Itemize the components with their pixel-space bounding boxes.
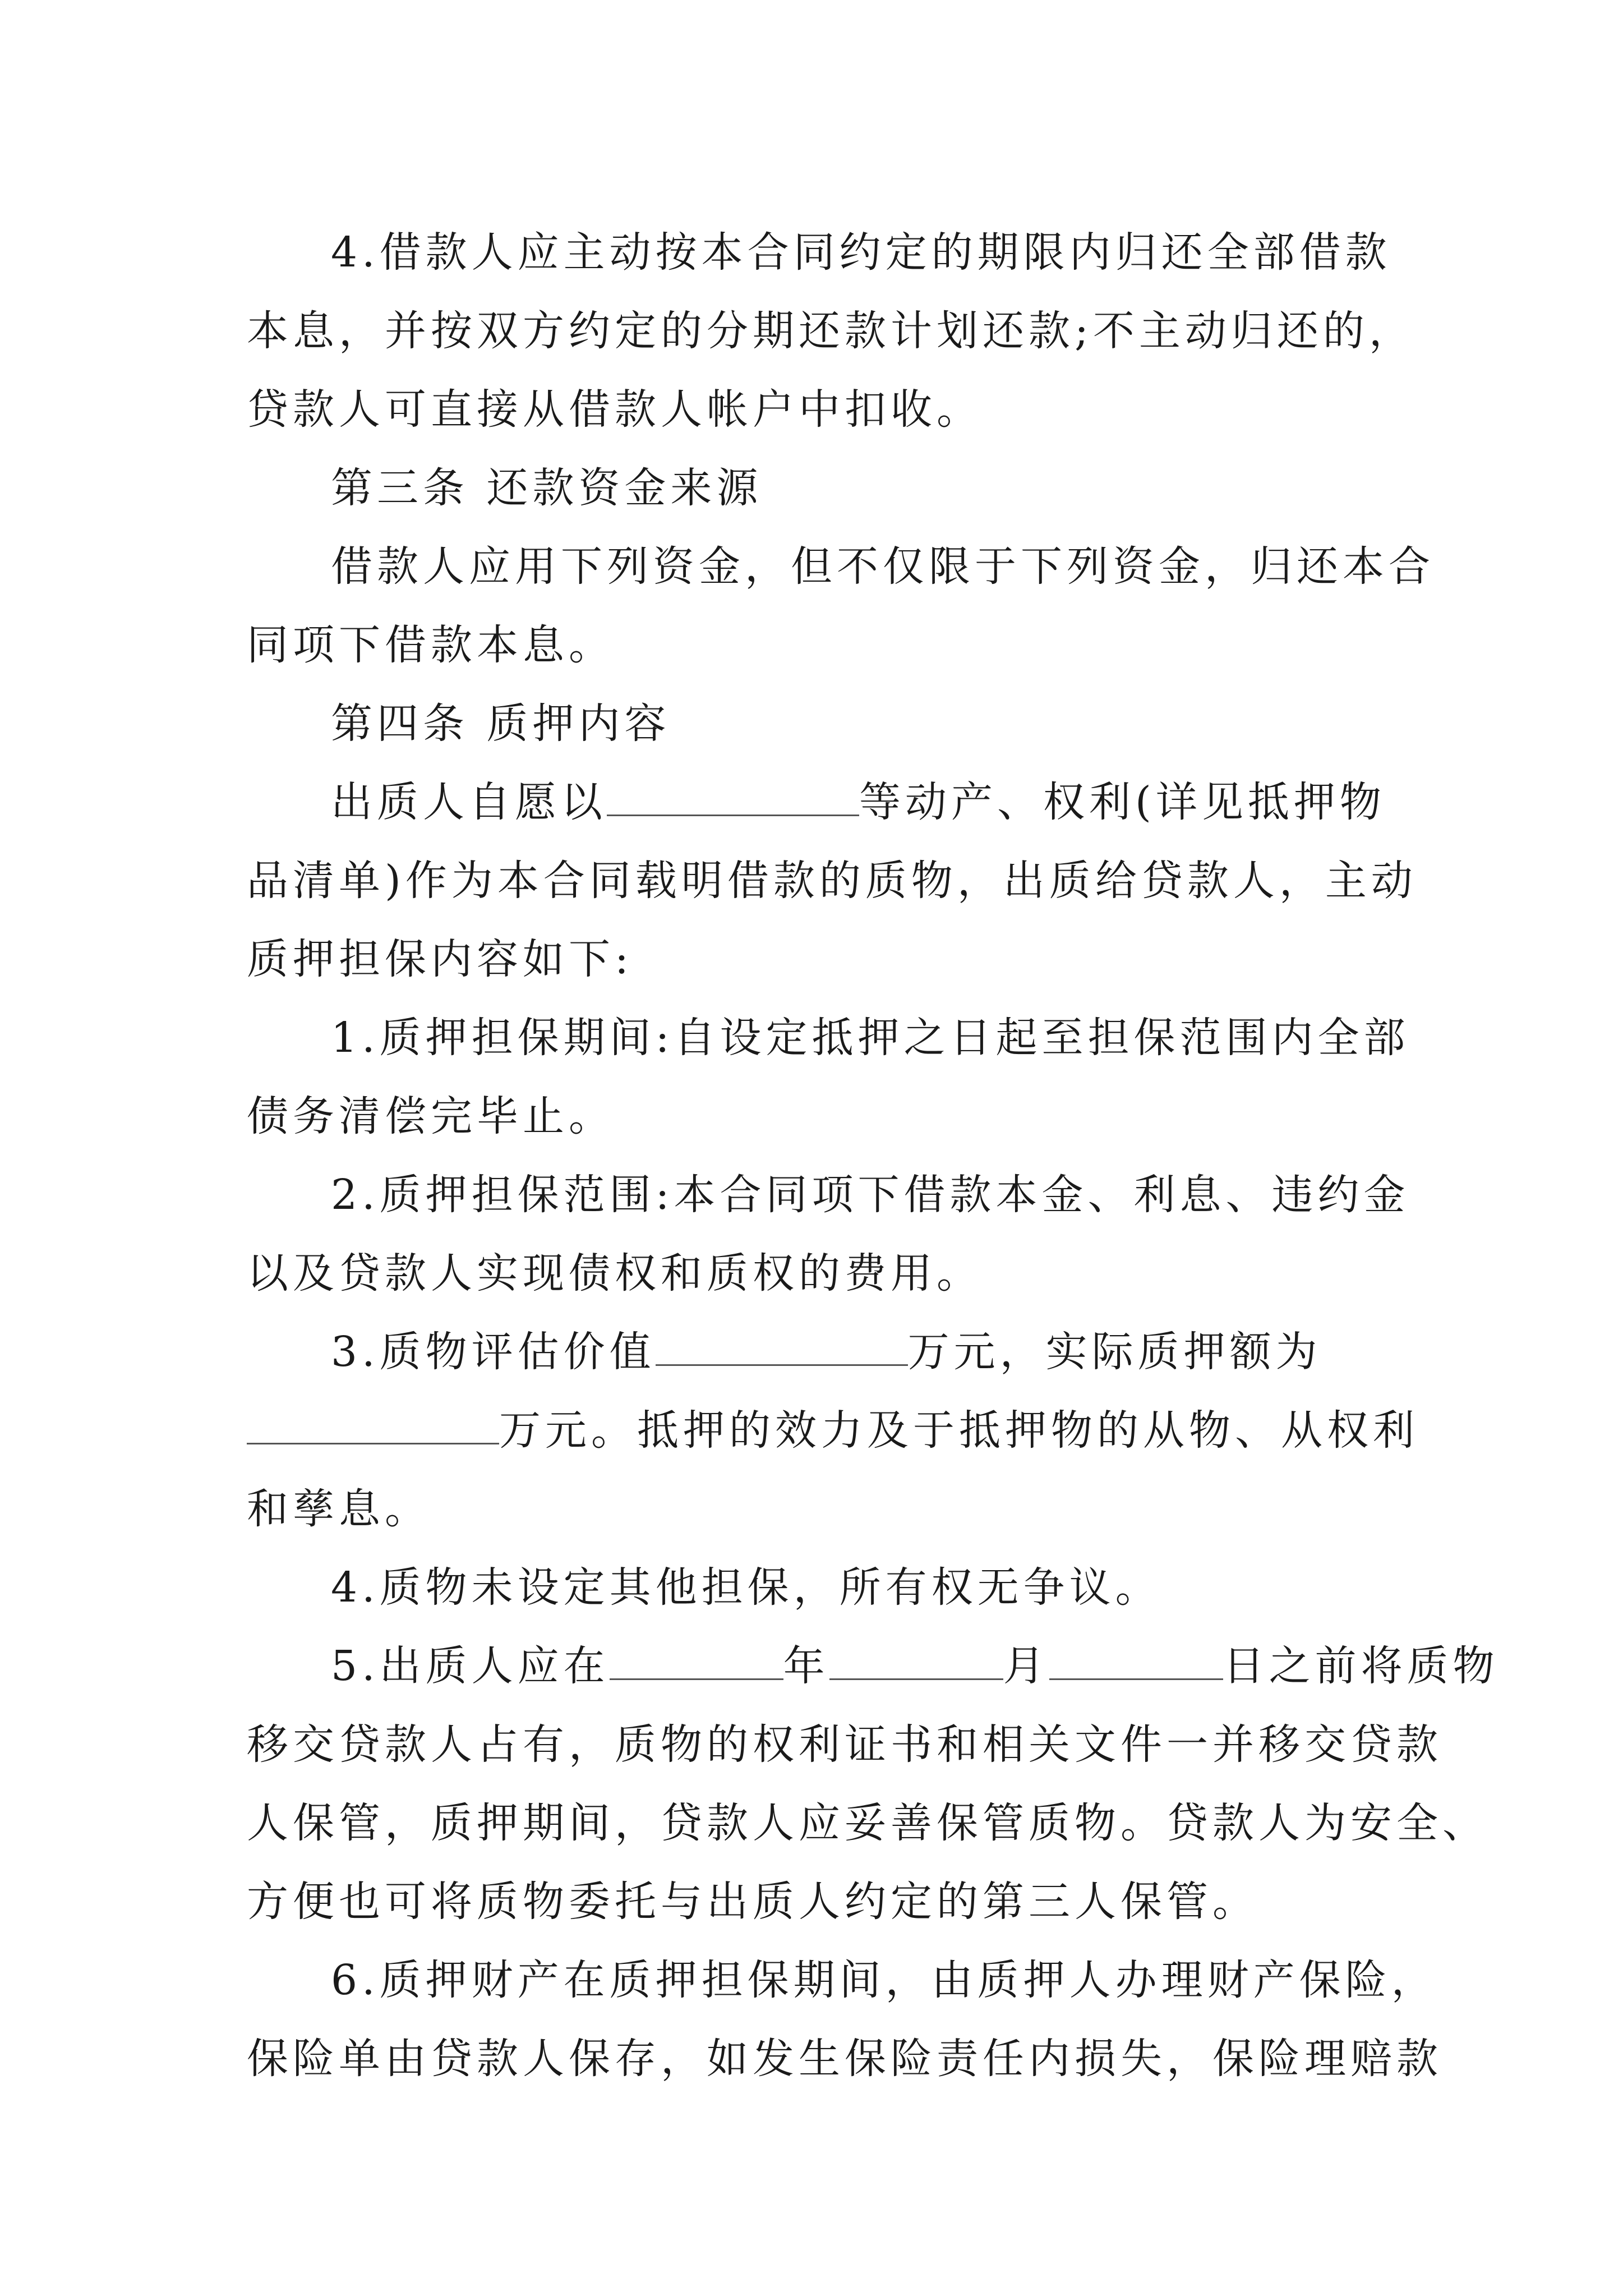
- paragraph-line: 品清单)作为本合同载明借款的质物，出质给贷款人，主动: [247, 857, 1417, 905]
- paragraph-line: 贷款人可直接从借款人帐户中扣收。: [247, 385, 983, 434]
- paragraph-line: [247, 1391, 1419, 1470]
- text-fragment: 年: [783, 1642, 829, 1690]
- paragraph-line: 借款人应用下列资金，但不仅限于下列资金，归还本合: [331, 542, 1435, 591]
- article-heading: 第三条 还款资金来源: [331, 464, 763, 512]
- blank-field-day[interactable]: [1049, 1642, 1223, 1680]
- paragraph-line: 本息，并按双方约定的分期还款计划还款;不主动归还的，: [247, 307, 1415, 355]
- paragraph-line: 质押担保内容如下:: [247, 935, 633, 983]
- paragraph-line: [247, 763, 1385, 841]
- paragraph-line: 4.质物未设定其他担保，所有权无争议。: [331, 1563, 1161, 1612]
- paragraph-line: 人保管，质押期间，贷款人应妥善保管质物。贷款人为安全、: [247, 1799, 1488, 1847]
- paragraph-line: 同项下借款本息。: [247, 621, 615, 669]
- paragraph-line: 1.质押担保期间:自设定抵押之日起至担保范围内全部: [331, 1014, 1410, 1062]
- blank-field[interactable]: [656, 1328, 908, 1366]
- text-fragment: 出质人自愿以: [331, 778, 607, 826]
- text-fragment: 万元。抵押的效力及于抵押物的从物、从权利: [499, 1406, 1419, 1455]
- paragraph-line: 4.借款人应主动按本合同约定的期限内归还全部借款: [331, 228, 1391, 277]
- text-fragment: 5.出质人应在: [331, 1642, 610, 1690]
- document-page: [247, 213, 1499, 2098]
- blank-field-year[interactable]: [610, 1642, 783, 1680]
- paragraph-line: 保险单由贷款人保存，如发生保险责任内损失，保险理赔款: [247, 2035, 1442, 2083]
- paragraph-line: 方便也可将质物委托与出质人约定的第三人保管。: [247, 1878, 1258, 1926]
- paragraph-line: 以及贷款人实现债权和质权的费用。: [247, 1249, 983, 1297]
- paragraph-line: 债务清偿完毕止。: [247, 1092, 615, 1140]
- paragraph-line: [247, 1627, 1499, 1705]
- paragraph-line: 移交贷款人占有，质物的权利证书和相关文件一并移交贷款: [247, 1720, 1442, 1769]
- text-fragment: 日之前将质物: [1223, 1642, 1499, 1690]
- text-fragment: 月: [1003, 1642, 1049, 1690]
- paragraph-line: 6.质押财产在质押担保期间，由质押人办理财产保险，: [331, 1956, 1437, 2004]
- text-fragment: 万元，实际质押额为: [907, 1328, 1322, 1376]
- blank-field[interactable]: [247, 1407, 499, 1444]
- article-heading: 第四条 质押内容: [331, 700, 671, 748]
- blank-field-month[interactable]: [829, 1642, 1003, 1680]
- paragraph-line: 2.质押担保范围:本合同项下借款本金、利息、违约金: [331, 1171, 1410, 1219]
- paragraph-line: [247, 1313, 1385, 1391]
- text-fragment: 3.质物评估价值: [331, 1328, 656, 1376]
- blank-field[interactable]: [607, 779, 859, 816]
- text-fragment: 等动产、权利(详见抵押物: [859, 778, 1386, 826]
- paragraph-line: 和孳息。: [247, 1485, 431, 1533]
